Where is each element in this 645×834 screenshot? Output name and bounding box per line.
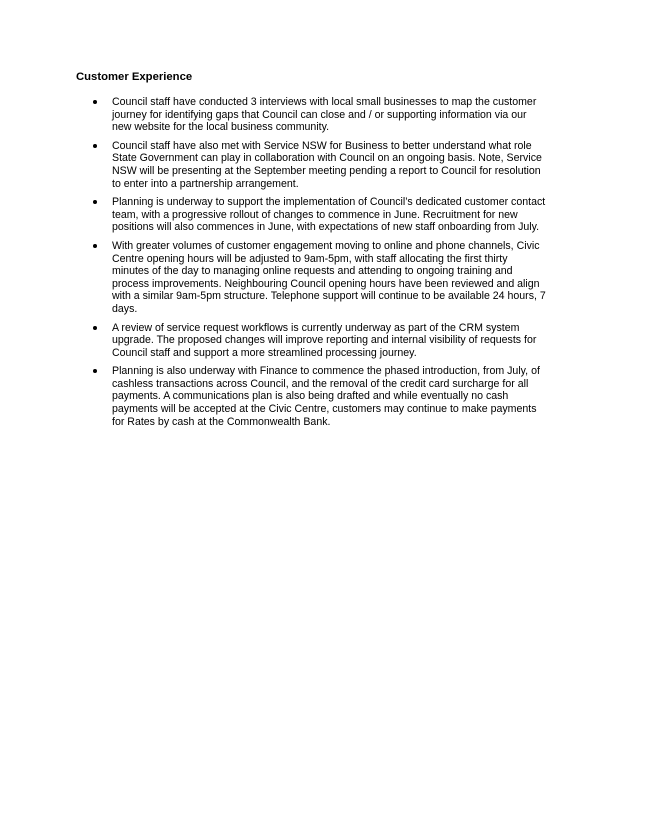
list-item [0,365,547,428]
list-item-text: Planning is underway to support the implementation of Council’s dedicated customer contact team, with a progressive rollout of changes to commence in June. Recruitment for new positions will also commences in June, with expectations of new staff onboarding from July. [112,196,546,234]
bullet-list [0,96,645,434]
bullet-icon [93,100,97,104]
list-item-text: A review of service request workflows is currently underway as part of the CRM system upgrade. The proposed changes will improve reporting and internal visibility of requests for Council staff and support a more streamlined processing journey. [112,321,537,359]
bullet-icon [93,144,97,148]
list-item [0,140,547,190]
list-item [0,240,547,316]
bullet-icon [93,244,97,248]
section-heading: Customer Experience [76,71,193,83]
list-item-text: Council staff have also met with Service NSW for Business to better understand what role State Government can play in collaboration with Council on an ongoing basis. Note, Service NSW will be presenting at the September meeting pending a report to Council for resolution to enter into a partnership arrangement. [112,139,542,190]
list-item-text: Planning is also underway with Finance to commence the phased introduction, from July, of cashless transactions across Council, and the removal of the credit card surcharge for all payments. A communications plan is also being drafted and while eventually no cash payments will be accepted at the Civic Centre, customers may continue to make payments for Rates by cash at the Commonwealth Bank. [112,365,540,428]
list-item-text: Council staff have conducted 3 interviews with local small businesses to map the customer journey for identifying gaps that Council can close and / or supporting information via our new website for the local business community. [112,96,537,134]
list-item [0,96,547,134]
list-item [0,322,547,360]
bullet-icon [93,200,97,204]
bullet-icon [93,326,97,330]
list-item [0,196,547,234]
list-item-text: With greater volumes of customer engagement moving to online and phone channels, Civic Centre opening hours will be adjusted to 9am-5pm, with staff allocating the first thirty minutes of the day to managing online requests and attending to ongoing training and process improvements. Neighbouring Council opening hours have been reviewed and align with a similar 9am-5pm structure. Telephone support will continue to be available 24 hours, 7 days. [112,239,546,315]
bullet-icon [93,369,97,373]
